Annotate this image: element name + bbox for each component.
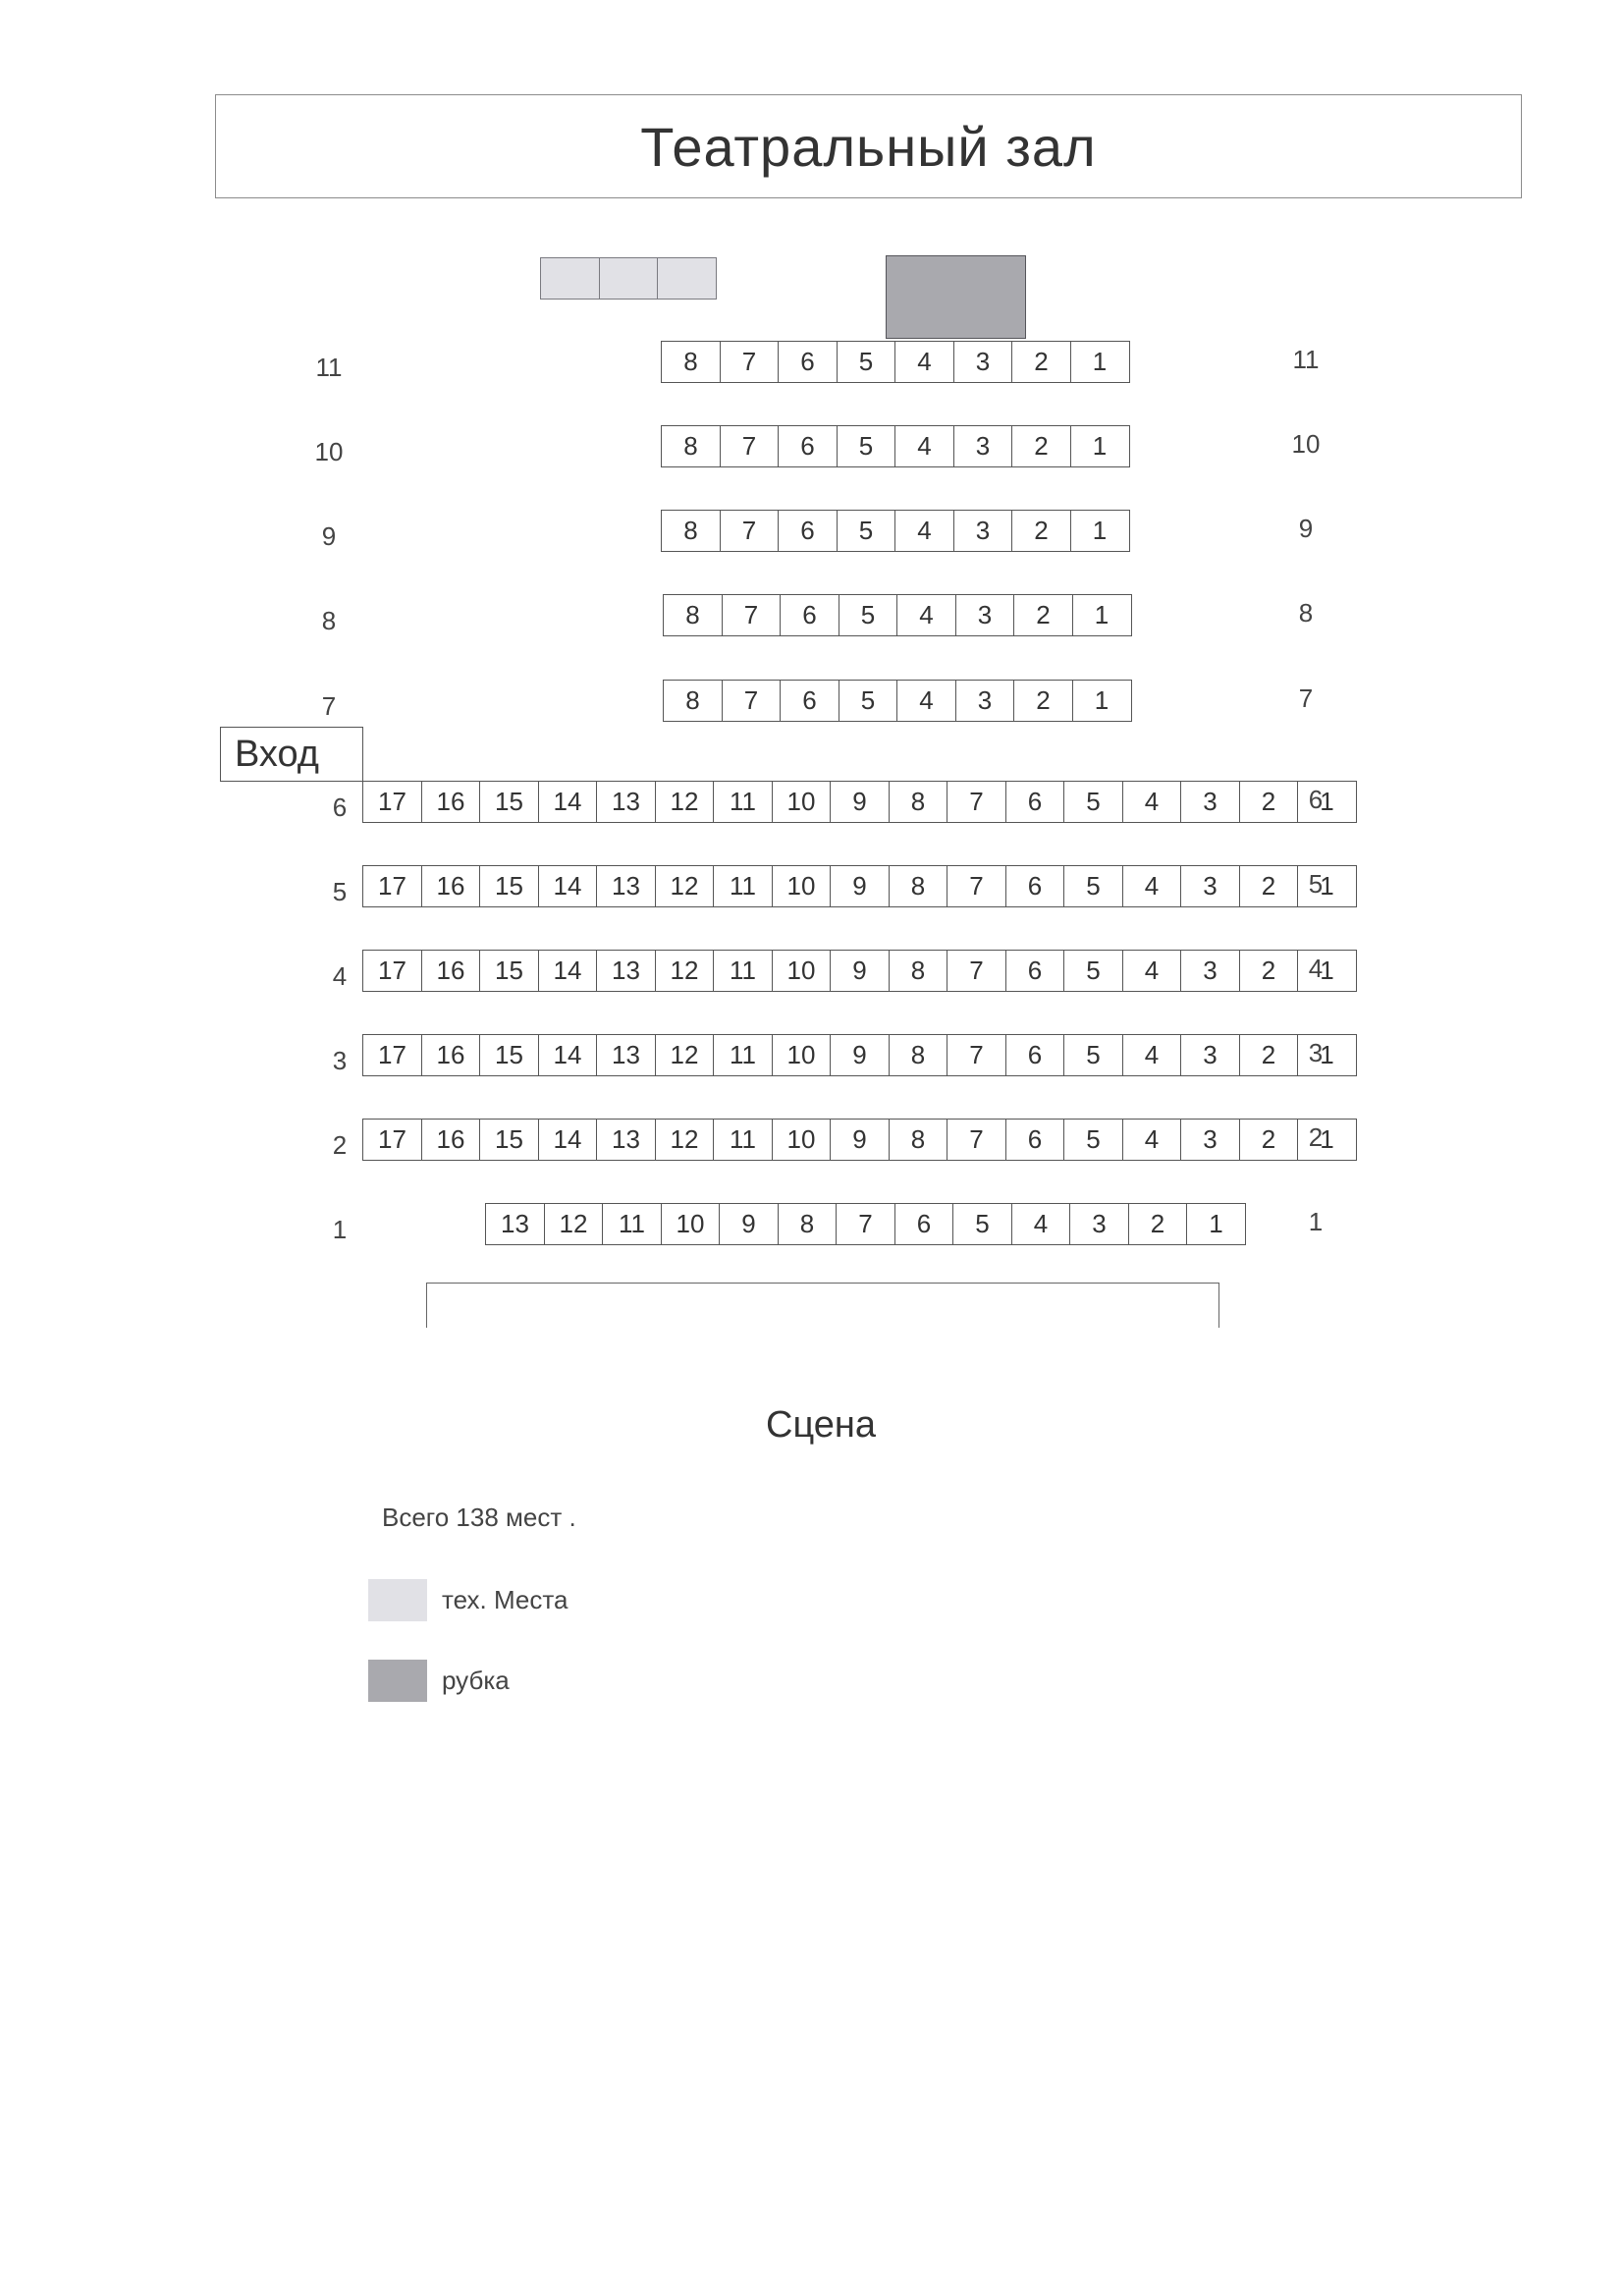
seat-row-2 xyxy=(362,1119,1356,1161)
seat[interactable]: 2 xyxy=(1239,1119,1299,1161)
seat[interactable]: 3 xyxy=(953,425,1013,467)
seat[interactable]: 3 xyxy=(953,341,1013,383)
row-label-right: 3 xyxy=(1308,1038,1324,1067)
seat[interactable]: 4 xyxy=(1122,781,1182,823)
seat[interactable]: 13 xyxy=(596,865,656,907)
seat[interactable]: 5 xyxy=(1063,1034,1123,1076)
seat[interactable]: 15 xyxy=(479,1034,539,1076)
seat[interactable]: 1 xyxy=(1070,510,1130,552)
seat[interactable]: 3 xyxy=(1180,865,1240,907)
seat-row-1 xyxy=(485,1203,1245,1245)
seat[interactable]: 2 xyxy=(1128,1203,1188,1245)
seat[interactable]: 8 xyxy=(661,510,721,552)
row-label-left: 6 xyxy=(332,792,348,822)
seat[interactable]: 8 xyxy=(778,1203,838,1245)
seat[interactable]: 5 xyxy=(1063,1119,1123,1161)
seat[interactable]: 2 xyxy=(1011,425,1071,467)
seat-row-10 xyxy=(661,425,1128,467)
seat[interactable]: 1 xyxy=(1297,1034,1357,1076)
seat[interactable]: 10 xyxy=(772,781,832,823)
seat[interactable]: 4 xyxy=(1122,865,1182,907)
seat[interactable]: 6 xyxy=(778,425,838,467)
seat-row-7 xyxy=(663,680,1130,722)
row-label-left: 7 xyxy=(321,691,337,721)
seat[interactable]: 1 xyxy=(1297,865,1357,907)
seat[interactable]: 16 xyxy=(421,950,481,992)
control-booth xyxy=(886,255,1026,339)
seat-row-8 xyxy=(663,594,1130,636)
seat[interactable]: 17 xyxy=(362,1034,422,1076)
seat[interactable]: 6 xyxy=(1005,1119,1065,1161)
seat[interactable]: 6 xyxy=(1005,1034,1065,1076)
seat[interactable]: 1 xyxy=(1072,594,1132,636)
seat[interactable]: 14 xyxy=(538,781,598,823)
seat[interactable]: 8 xyxy=(661,341,721,383)
seat[interactable]: 6 xyxy=(1005,781,1065,823)
legend-booth-label: рубка xyxy=(442,1666,510,1695)
row-label-right: 4 xyxy=(1308,954,1324,983)
seat-row-9 xyxy=(661,510,1128,552)
seat[interactable]: 4 xyxy=(894,425,954,467)
seat[interactable]: 3 xyxy=(955,594,1015,636)
entrance-label: Вход xyxy=(220,727,363,782)
seat[interactable]: 7 xyxy=(720,510,780,552)
seat[interactable]: 2 xyxy=(1013,680,1073,722)
row-label-left: 3 xyxy=(332,1046,348,1075)
seat[interactable]: 17 xyxy=(362,950,422,992)
seat[interactable]: 7 xyxy=(720,425,780,467)
seat[interactable]: 12 xyxy=(655,1034,715,1076)
row-label-right: 7 xyxy=(1298,683,1314,713)
seat[interactable]: 7 xyxy=(947,1119,1006,1161)
seat[interactable]: 8 xyxy=(663,594,723,636)
seat[interactable]: 13 xyxy=(596,1034,656,1076)
seat[interactable]: 6 xyxy=(1005,865,1065,907)
tech-seat xyxy=(657,257,717,300)
seat[interactable]: 16 xyxy=(421,1034,481,1076)
seat[interactable]: 7 xyxy=(947,950,1006,992)
seat[interactable]: 7 xyxy=(947,865,1006,907)
seat[interactable]: 8 xyxy=(889,1119,948,1161)
seat[interactable]: 10 xyxy=(772,1119,832,1161)
row-label-right: 8 xyxy=(1298,598,1314,628)
seat[interactable]: 5 xyxy=(1063,865,1123,907)
seat[interactable]: 7 xyxy=(947,781,1006,823)
seat[interactable]: 17 xyxy=(362,1119,422,1161)
seat[interactable]: 3 xyxy=(955,680,1015,722)
legend-booth-swatch xyxy=(368,1660,427,1702)
seat[interactable]: 17 xyxy=(362,781,422,823)
seat[interactable]: 4 xyxy=(894,341,954,383)
row-label-left: 10 xyxy=(314,437,344,466)
seat[interactable]: 6 xyxy=(1005,950,1065,992)
seat[interactable]: 17 xyxy=(362,865,422,907)
seat[interactable]: 3 xyxy=(1180,950,1240,992)
row-label-left: 9 xyxy=(321,521,337,551)
seat[interactable]: 2 xyxy=(1011,341,1071,383)
row-label-left: 5 xyxy=(332,877,348,906)
seat[interactable]: 4 xyxy=(894,510,954,552)
seat[interactable]: 15 xyxy=(479,781,539,823)
seat[interactable]: 11 xyxy=(713,1034,773,1076)
seat[interactable]: 4 xyxy=(1122,1034,1182,1076)
seat[interactable]: 1 xyxy=(1297,1119,1357,1161)
seat[interactable]: 3 xyxy=(953,510,1013,552)
seat[interactable]: 7 xyxy=(720,341,780,383)
total-seats: Всего 138 мест . xyxy=(382,1503,576,1532)
seat[interactable]: 6 xyxy=(778,510,838,552)
row-label-right: 10 xyxy=(1291,429,1321,459)
seat[interactable]: 6 xyxy=(780,594,839,636)
row-label-left: 1 xyxy=(332,1215,348,1244)
seat[interactable]: 5 xyxy=(1063,950,1123,992)
seat[interactable]: 15 xyxy=(479,1119,539,1161)
seat[interactable]: 6 xyxy=(778,341,838,383)
seat[interactable]: 8 xyxy=(889,1034,948,1076)
page-title: Театральный зал xyxy=(215,94,1522,198)
seat[interactable]: 12 xyxy=(655,865,715,907)
seat[interactable]: 4 xyxy=(896,680,956,722)
seat[interactable]: 5 xyxy=(839,680,898,722)
seat[interactable]: 2 xyxy=(1011,510,1071,552)
seat[interactable]: 6 xyxy=(780,680,839,722)
seat-row-5 xyxy=(362,865,1356,907)
seat[interactable]: 12 xyxy=(544,1203,604,1245)
seat-row-11 xyxy=(661,341,1128,383)
seat[interactable]: 1 xyxy=(1297,781,1357,823)
seat[interactable]: 1 xyxy=(1186,1203,1246,1245)
seat[interactable]: 3 xyxy=(1180,1119,1240,1161)
seat[interactable]: 7 xyxy=(722,594,782,636)
seat[interactable]: 9 xyxy=(830,865,890,907)
row-label-right: 1 xyxy=(1308,1207,1324,1236)
seat[interactable]: 8 xyxy=(889,865,948,907)
seat[interactable]: 7 xyxy=(836,1203,895,1245)
seat[interactable]: 9 xyxy=(830,1119,890,1161)
seat[interactable]: 1 xyxy=(1070,341,1130,383)
legend-tech-swatch xyxy=(368,1579,427,1621)
seat[interactable]: 14 xyxy=(538,950,598,992)
stage-label: Сцена xyxy=(766,1404,877,1446)
seat-row-3 xyxy=(362,1034,1356,1076)
row-label-left: 4 xyxy=(332,961,348,991)
seat[interactable]: 15 xyxy=(479,950,539,992)
seat[interactable]: 11 xyxy=(602,1203,662,1245)
row-label-left: 8 xyxy=(321,606,337,635)
seat[interactable]: 4 xyxy=(1122,1119,1182,1161)
seat-row-6 xyxy=(362,781,1356,823)
tech-seat xyxy=(540,257,600,300)
seat[interactable]: 14 xyxy=(538,1119,598,1161)
row-label-right: 2 xyxy=(1308,1122,1324,1152)
row-label-right: 6 xyxy=(1308,785,1324,814)
seat[interactable]: 12 xyxy=(655,1119,715,1161)
seat[interactable]: 2 xyxy=(1239,781,1299,823)
row-label-left: 2 xyxy=(332,1130,348,1160)
seat[interactable]: 11 xyxy=(713,781,773,823)
seat[interactable]: 10 xyxy=(772,865,832,907)
seat[interactable]: 5 xyxy=(1063,781,1123,823)
seat[interactable]: 5 xyxy=(837,510,896,552)
seat[interactable]: 14 xyxy=(538,1034,598,1076)
seat[interactable]: 5 xyxy=(837,425,896,467)
seat[interactable]: 1 xyxy=(1070,425,1130,467)
row-label-right: 9 xyxy=(1298,514,1314,543)
seat[interactable]: 7 xyxy=(947,1034,1006,1076)
seat[interactable]: 13 xyxy=(596,781,656,823)
row-label-left: 11 xyxy=(315,353,343,382)
seat[interactable]: 8 xyxy=(661,425,721,467)
seat[interactable]: 2 xyxy=(1239,1034,1299,1076)
seat[interactable]: 3 xyxy=(1180,1034,1240,1076)
seat[interactable]: 4 xyxy=(1011,1203,1071,1245)
seat[interactable]: 14 xyxy=(538,865,598,907)
seat[interactable]: 3 xyxy=(1069,1203,1129,1245)
seat[interactable]: 4 xyxy=(1122,950,1182,992)
row-label-right: 11 xyxy=(1292,345,1320,374)
seat[interactable]: 9 xyxy=(830,781,890,823)
seat[interactable]: 12 xyxy=(655,781,715,823)
seat[interactable]: 1 xyxy=(1072,680,1132,722)
seat[interactable]: 2 xyxy=(1239,950,1299,992)
seat[interactable]: 16 xyxy=(421,1119,481,1161)
seat[interactable]: 13 xyxy=(485,1203,545,1245)
seat[interactable]: 7 xyxy=(722,680,782,722)
seat[interactable]: 16 xyxy=(421,865,481,907)
tech-seat xyxy=(599,257,659,300)
seat[interactable]: 8 xyxy=(663,680,723,722)
seat[interactable]: 12 xyxy=(655,950,715,992)
seat[interactable]: 16 xyxy=(421,781,481,823)
seat[interactable]: 3 xyxy=(1180,781,1240,823)
seat[interactable]: 5 xyxy=(839,594,898,636)
seat[interactable]: 6 xyxy=(894,1203,954,1245)
seat[interactable]: 9 xyxy=(719,1203,779,1245)
seat[interactable]: 2 xyxy=(1013,594,1073,636)
row-label-right: 5 xyxy=(1308,869,1324,899)
seat[interactable]: 10 xyxy=(772,1034,832,1076)
seat[interactable]: 13 xyxy=(596,1119,656,1161)
seat[interactable]: 4 xyxy=(896,594,956,636)
seat[interactable]: 2 xyxy=(1239,865,1299,907)
seat[interactable]: 9 xyxy=(830,950,890,992)
seat[interactable]: 8 xyxy=(889,950,948,992)
seat[interactable]: 5 xyxy=(837,341,896,383)
tech-seats xyxy=(540,257,716,300)
seat-row-4 xyxy=(362,950,1356,992)
seat[interactable]: 11 xyxy=(713,1119,773,1161)
seat[interactable]: 10 xyxy=(772,950,832,992)
legend-tech-label: тех. Места xyxy=(442,1585,568,1614)
seat[interactable]: 13 xyxy=(596,950,656,992)
seat[interactable]: 11 xyxy=(713,950,773,992)
seat[interactable]: 15 xyxy=(479,865,539,907)
stage-outline xyxy=(426,1283,1219,1328)
seat[interactable]: 11 xyxy=(713,865,773,907)
seat[interactable]: 10 xyxy=(661,1203,721,1245)
seat[interactable]: 9 xyxy=(830,1034,890,1076)
seat[interactable]: 8 xyxy=(889,781,948,823)
seat[interactable]: 1 xyxy=(1297,950,1357,992)
seat[interactable]: 5 xyxy=(952,1203,1012,1245)
